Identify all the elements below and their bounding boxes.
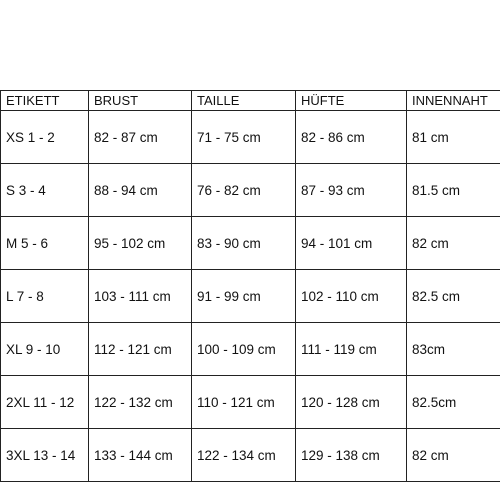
cell-etikett: L 7 - 8 — [1, 270, 89, 323]
cell-huefte: 120 - 128 cm — [296, 376, 407, 429]
cell-innennaht: 82.5 cm — [407, 270, 500, 323]
header-row — [1, 91, 500, 111]
cell-huefte: 94 - 101 cm — [296, 217, 407, 270]
table-row — [1, 429, 500, 482]
cell-taille: 76 - 82 cm — [192, 164, 296, 217]
cell-etikett: 2XL 11 - 12 — [1, 376, 89, 429]
cell-innennaht: 81.5 cm — [407, 164, 500, 217]
header-innennaht: INNENNAHT — [407, 91, 500, 111]
cell-brust: 95 - 102 cm — [89, 217, 192, 270]
cell-brust: 82 - 87 cm — [89, 111, 192, 164]
cell-etikett: XS 1 - 2 — [1, 111, 89, 164]
cell-brust: 122 - 132 cm — [89, 376, 192, 429]
header-huefte: HÜFTE — [296, 91, 407, 111]
cell-brust: 88 - 94 cm — [89, 164, 192, 217]
cell-taille: 83 - 90 cm — [192, 217, 296, 270]
cell-innennaht: 82 cm — [407, 429, 500, 482]
table-row — [1, 323, 500, 376]
cell-huefte: 87 - 93 cm — [296, 164, 407, 217]
cell-taille: 122 - 134 cm — [192, 429, 296, 482]
cell-taille: 71 - 75 cm — [192, 111, 296, 164]
cell-innennaht: 81 cm — [407, 111, 500, 164]
cell-taille: 100 - 109 cm — [192, 323, 296, 376]
cell-innennaht: 82.5cm — [407, 376, 500, 429]
cell-taille: 110 - 121 cm — [192, 376, 296, 429]
cell-etikett: M 5 - 6 — [1, 217, 89, 270]
table-row — [1, 111, 500, 164]
size-table — [0, 90, 500, 482]
table-row — [1, 376, 500, 429]
cell-huefte: 102 - 110 cm — [296, 270, 407, 323]
cell-brust: 103 - 111 cm — [89, 270, 192, 323]
header-taille: TAILLE — [192, 91, 296, 111]
cell-huefte: 111 - 119 cm — [296, 323, 407, 376]
cell-etikett: S 3 - 4 — [1, 164, 89, 217]
cell-taille: 91 - 99 cm — [192, 270, 296, 323]
cell-innennaht: 83cm — [407, 323, 500, 376]
table-row — [1, 217, 500, 270]
cell-etikett: XL 9 - 10 — [1, 323, 89, 376]
cell-innennaht: 82 cm — [407, 217, 500, 270]
size-chart — [0, 90, 500, 482]
table-row — [1, 164, 500, 217]
cell-huefte: 129 - 138 cm — [296, 429, 407, 482]
cell-brust: 112 - 121 cm — [89, 323, 192, 376]
cell-huefte: 82 - 86 cm — [296, 111, 407, 164]
cell-etikett: 3XL 13 - 14 — [1, 429, 89, 482]
table-row — [1, 270, 500, 323]
header-brust: BRUST — [89, 91, 192, 111]
cell-brust: 133 - 144 cm — [89, 429, 192, 482]
header-etikett: ETIKETT — [1, 91, 89, 111]
